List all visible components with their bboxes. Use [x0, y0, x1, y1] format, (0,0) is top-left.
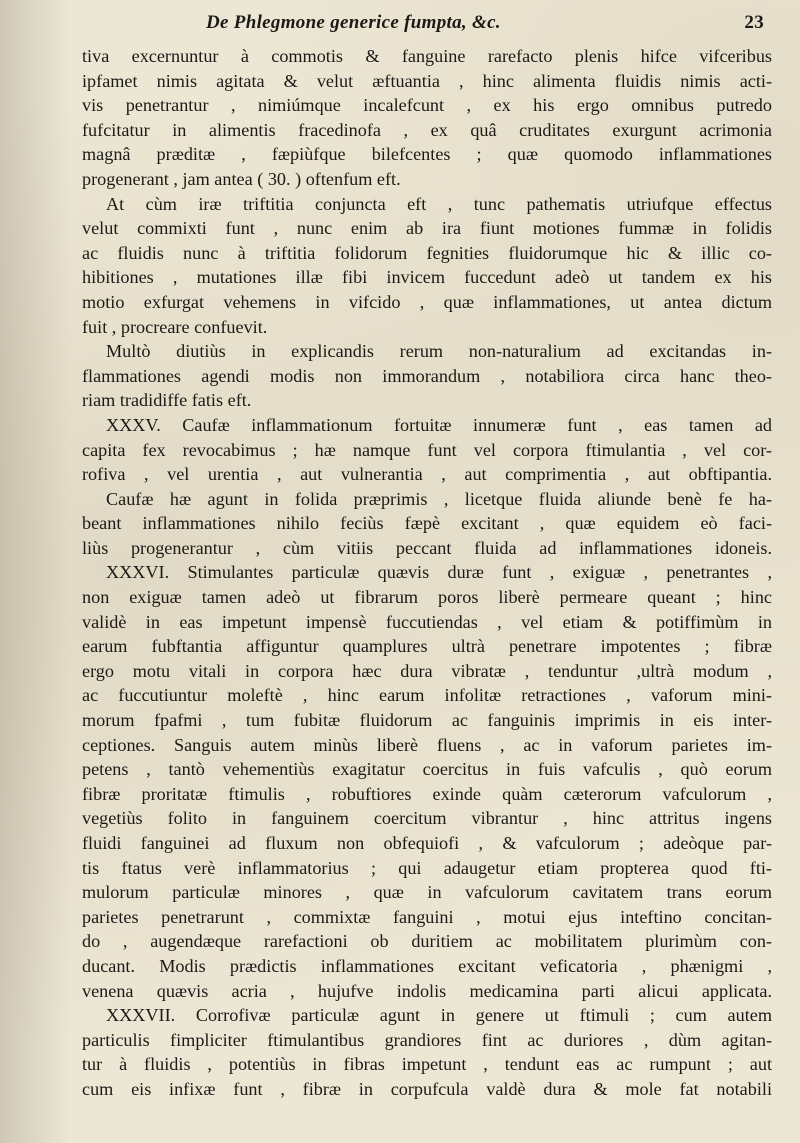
text-line: ipfamet nimis agitata & velut æftuantia , hinc alimenta fluidis nimis acti-: [82, 70, 772, 91]
text-line: fibræ proritatæ ftimulis , robuftiores exinde quàm cæterorum vafculorum ,: [82, 783, 772, 804]
text-line: venena quævis acria , hujufve indolis medicamina parti alicui applicata.: [82, 980, 772, 1001]
page-number: 23: [744, 12, 764, 33]
text-line: Multò diutiùs in explicandis rerum non-naturalium ad excitandas in-: [106, 341, 772, 362]
text-line: riam tradidiffe fatis eft.: [82, 390, 252, 411]
text-line: earum fubftantia affiguntur quamplures ultrà penetrare impotentes ; fibræ: [82, 636, 772, 657]
text-line: capita fex revocabimus ; hæ namque funt vel corpora ftimulantia , vel cor-: [82, 439, 772, 460]
text-line: Caufæ hæ agunt in folida præprimis , licetque fluida aliunde benè fe ha-: [106, 488, 772, 509]
text-line: ceptiones. Sanguis autem minùs liberè fluens , ac in vaforum parietes im-: [82, 734, 772, 755]
text-line: ducant. Modis prædictis inflammationes excitant veficatoria , phænigmi ,: [82, 955, 772, 976]
body-text: [82, 44, 772, 1102]
text-line: tur à fluidis , potentiùs in fibras impetunt , tendunt eas ac rumpunt ; aut: [82, 1054, 772, 1075]
text-line: cum eis infixæ funt , fibræ in corpufcula valdè dura & mole fat notabili: [82, 1078, 772, 1099]
page-gutter-shadow: [0, 0, 70, 1143]
text-line: ac fluidis nunc à triftitia folidorum fegnities fluidorumque hic & illic co-: [82, 242, 772, 263]
text-line: validè in eas impetunt impensè fuccutiendas , vel etiam & potiffimùm in: [82, 611, 772, 632]
text-line: velut commixti funt , nunc enim ab ira fiunt motiones fummæ in folidis: [82, 218, 772, 239]
text-line: hibitiones , mutationes illæ fibi invicem fuccedunt adeò ut tandem ex his: [82, 267, 772, 288]
text-line: fufcitatur in alimentis fracedinofa , ex quâ cruditates exurgunt acrimonia: [82, 119, 772, 140]
running-title: De Phlegmone generice fumpta, &c.: [206, 12, 501, 33]
text-line: XXXVI. Stimulantes particulæ quævis duræ funt , exiguæ , penetrantes ,: [106, 562, 772, 583]
text-line: mulorum particulæ minores , quæ in vafculorum cavitatem trans eorum: [82, 882, 772, 903]
text-line: fuit , procreare confuevit.: [82, 316, 268, 337]
text-line: magnâ præditæ , fæpiùfque bilefcentes ; quæ quomodo inflammationes: [82, 144, 772, 165]
text-line: progenerant , jam antea ( 30. ) oftenfum eft.: [82, 168, 401, 189]
text-line: fluidi fanguinei ad fluxum non obfequiofi , & vafculorum ; adeòque par-: [82, 833, 772, 853]
text-line: ergo motu vitali in corpora hæc dura vibratæ , tenduntur ,ultrà modum ,: [82, 660, 772, 681]
text-line: vis penetrantur , nimiúmque incalefcunt , ex his ergo omnibus putredo: [82, 95, 772, 116]
text-line: XXXVII. Corrofivæ particulæ agunt in genere ut ftimuli ; cum autem: [106, 1005, 772, 1026]
text-line: tiva excernuntur à commotis & fanguine rarefacto plenis hifce vifceribus: [82, 46, 772, 66]
text-line: petens , tantò vehementiùs exagitatur coercitus in fuis vafculis , quò eorum: [82, 759, 772, 780]
text-line: beant inflammationes nihilo feciùs fæpè excitant , quæ equidem eò faci-: [82, 513, 772, 534]
text-line: motio exfurgat vehemens in vifcido , quæ inflammationes, ut antea dictum: [82, 291, 772, 312]
text-line: XXXV. Caufæ inflammationum fortuitæ innumeræ funt , eas tamen ad: [106, 414, 772, 435]
page-header: [206, 12, 766, 38]
text-line: flammationes agendi modis non immorandum , notabiliora circa hanc theo-: [82, 365, 772, 386]
text-line: rofiva , vel urentia , aut vulnerantia , aut comprimentia , aut obftipantia.: [82, 464, 772, 485]
text-line: tis ftatus verè inflammatorius ; qui adaugetur etiam propterea quod fti-: [82, 857, 772, 878]
text-line: At cùm iræ triftitia conjuncta eft , tunc pathematis utriufque effectus: [106, 193, 772, 214]
text-line: ac fuccutiuntur moleftè , hinc earum infolitæ retractiones , vaforum mini-: [82, 685, 772, 706]
text-line: vegetiùs folito in fanguinem coercitum vibrantur , hinc attritus ingens: [82, 808, 772, 829]
text-line: do , augendæque rarefactioni ob duritiem ac mobilitatem plurimùm con-: [82, 931, 772, 952]
text-line: non exiguæ tamen adeò ut fibrarum poros liberè permeare queant ; hinc: [82, 587, 772, 608]
text-line: liùs progenerantur , cùm vitiis peccant fluida ad inflammationes idoneis.: [82, 537, 772, 558]
text-line: morum fpafmi , tum fubitæ fluidorum ac fanguinis imprimis in eis inter-: [82, 710, 772, 731]
text-line: particulis fimpliciter ftimulantibus grandiores fint ac duriores , dùm agitan-: [82, 1029, 772, 1050]
text-line: parietes penetrarunt , commixtæ fanguini , motui ejus inteftino concitan-: [82, 906, 772, 927]
